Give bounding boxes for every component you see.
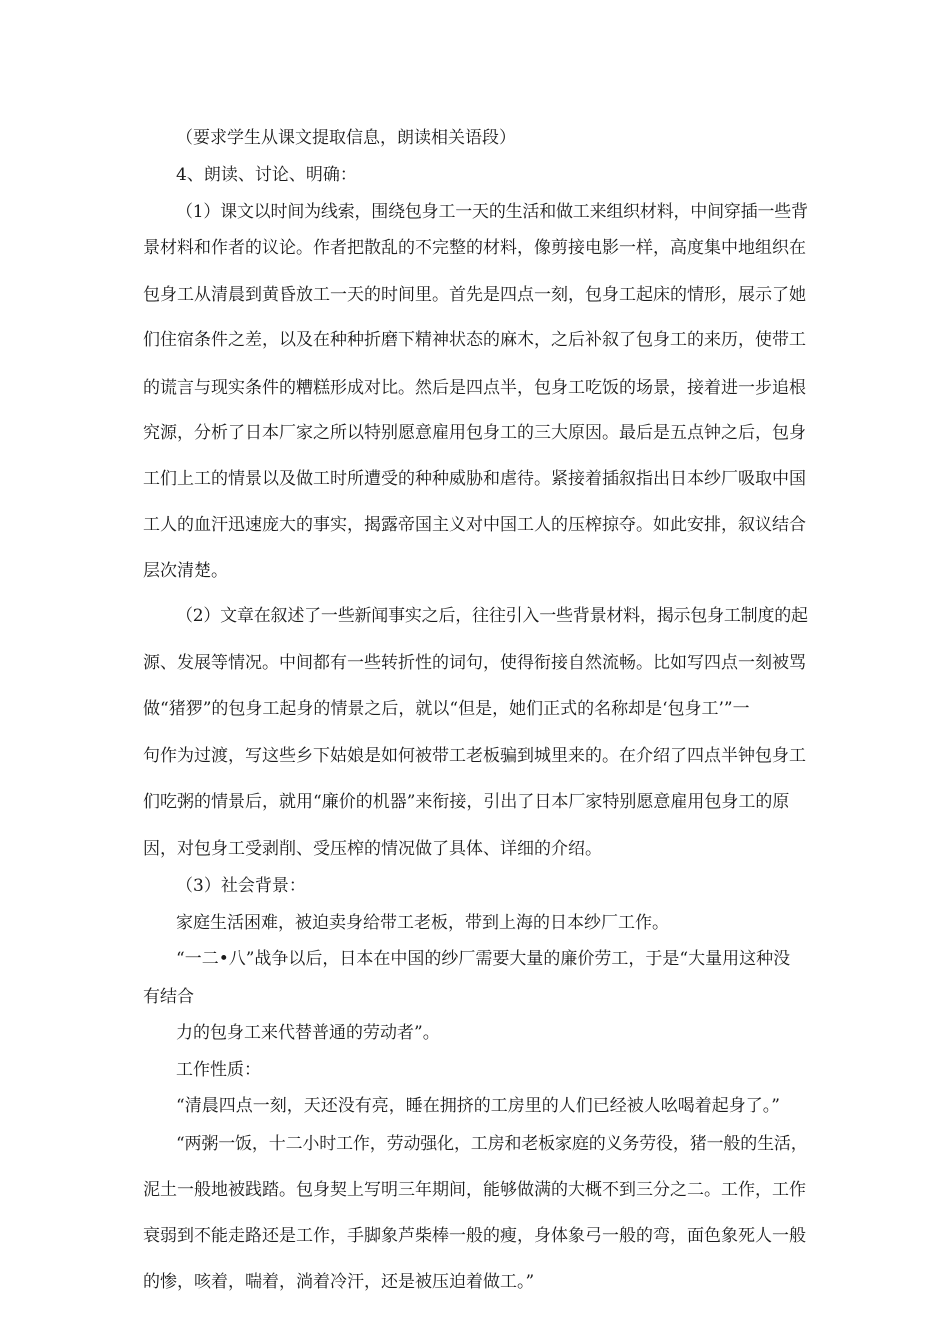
text-line-23: 工作性质： bbox=[176, 1060, 261, 1080]
text-line-19: 家庭生活困难，被迫卖身给带工老板，带到上海的日本纱厂工作。 bbox=[176, 913, 669, 933]
text-line-11: 层次清楚。 bbox=[143, 561, 228, 581]
text-line-17: 因，对包身工受剥削、受压榨的情况做了具体、详细的介绍。 bbox=[143, 839, 602, 859]
text-line-3: （1）课文以时间为线索，围绕包身工一天的生活和做工来组织材料，中间穿插一些背 bbox=[176, 202, 808, 222]
text-line-20: “一二•八”战争以后，日本在中国的纱厂需要大量的廉价劳工，于是“大量用这种没 bbox=[176, 949, 791, 969]
text-line-28: 的惨，咳着，喘着，淌着冷汗，还是被压迫着做工。” bbox=[143, 1272, 535, 1292]
text-line-7: 的谎言与现实条件的糟糕形成对比。然后是四点半，包身工吃饭的场景，接着进一步追根 bbox=[143, 378, 806, 398]
text-line-16: 们吃粥的情景后，就用“廉价的机器”来衔接，引出了日本厂家特别愿意雇用包身工的原 bbox=[143, 792, 790, 812]
text-line-1: （要求学生从课文提取信息，朗读相关语段） bbox=[176, 128, 516, 148]
text-line-5: 包身工从清晨到黄昏放工一天的时间里。首先是四点一刻，包身工起床的情形，展示了她 bbox=[143, 285, 806, 305]
text-line-2: 4、朗读、讨论、明确： bbox=[176, 165, 357, 185]
text-line-26: 泥土一般地被践踏。包身契上写明三年期间，能够做满的大概不到三分之二。工作，工作 bbox=[143, 1180, 806, 1200]
text-line-9: 工们上工的情景以及做工时所遭受的种种威胁和虐待。紧接着插叙指出日本纱厂吸取中国 bbox=[143, 469, 806, 489]
text-line-22: 力的包身工来代替普通的劳动者”。 bbox=[176, 1023, 440, 1043]
text-line-6: 们住宿条件之差，以及在种种折磨下精神状态的麻木，之后补叙了包身工的来历，使带工 bbox=[143, 330, 806, 350]
text-line-8: 究源，分析了日本厂家之所以特别愿意雇用包身工的三大原因。最后是五点钟之后，包身 bbox=[143, 423, 806, 443]
text-line-18: （3）社会背景： bbox=[176, 876, 306, 896]
text-line-25: “两粥一饭，十二小时工作，劳动强化，工房和老板家庭的义务劳役，猪一般的生活， bbox=[176, 1134, 808, 1154]
text-line-15: 句作为过渡，写这些乡下姑娘是如何被带工老板骗到城里来的。在介绍了四点半钟包身工 bbox=[143, 746, 806, 766]
text-line-10: 工人的血汗迅速庞大的事实，揭露帝国主义对中国工人的压榨掠夺。如此安排，叙议结合 bbox=[143, 515, 806, 535]
text-line-12: （2）文章在叙述了一些新闻事实之后，往往引入一些背景材料，揭示包身工制度的起 bbox=[176, 606, 808, 626]
text-line-4: 景材料和作者的议论。作者把散乱的不完整的材料，像剪接电影一样，高度集中地组织在 bbox=[143, 238, 806, 258]
text-line-14: 做“猪猡”的包身工起身的情景之后，就以“但是，她们正式的名称却是‘包身工’”一 bbox=[143, 699, 750, 719]
text-line-24: “清晨四点一刻，天还没有亮，睡在拥挤的工房里的人们已经被人吆喝着起身了。” bbox=[176, 1096, 780, 1116]
text-line-27: 衰弱到不能走路还是工作，手脚象芦柴棒一般的瘦，身体象弓一般的弯，面色象死人一般 bbox=[143, 1226, 806, 1246]
text-line-13: 源、发展等情况。中间都有一些转折性的词句，使得衔接自然流畅。比如写四点一刻被骂 bbox=[143, 653, 806, 673]
text-line-21: 有结合 bbox=[143, 987, 194, 1007]
